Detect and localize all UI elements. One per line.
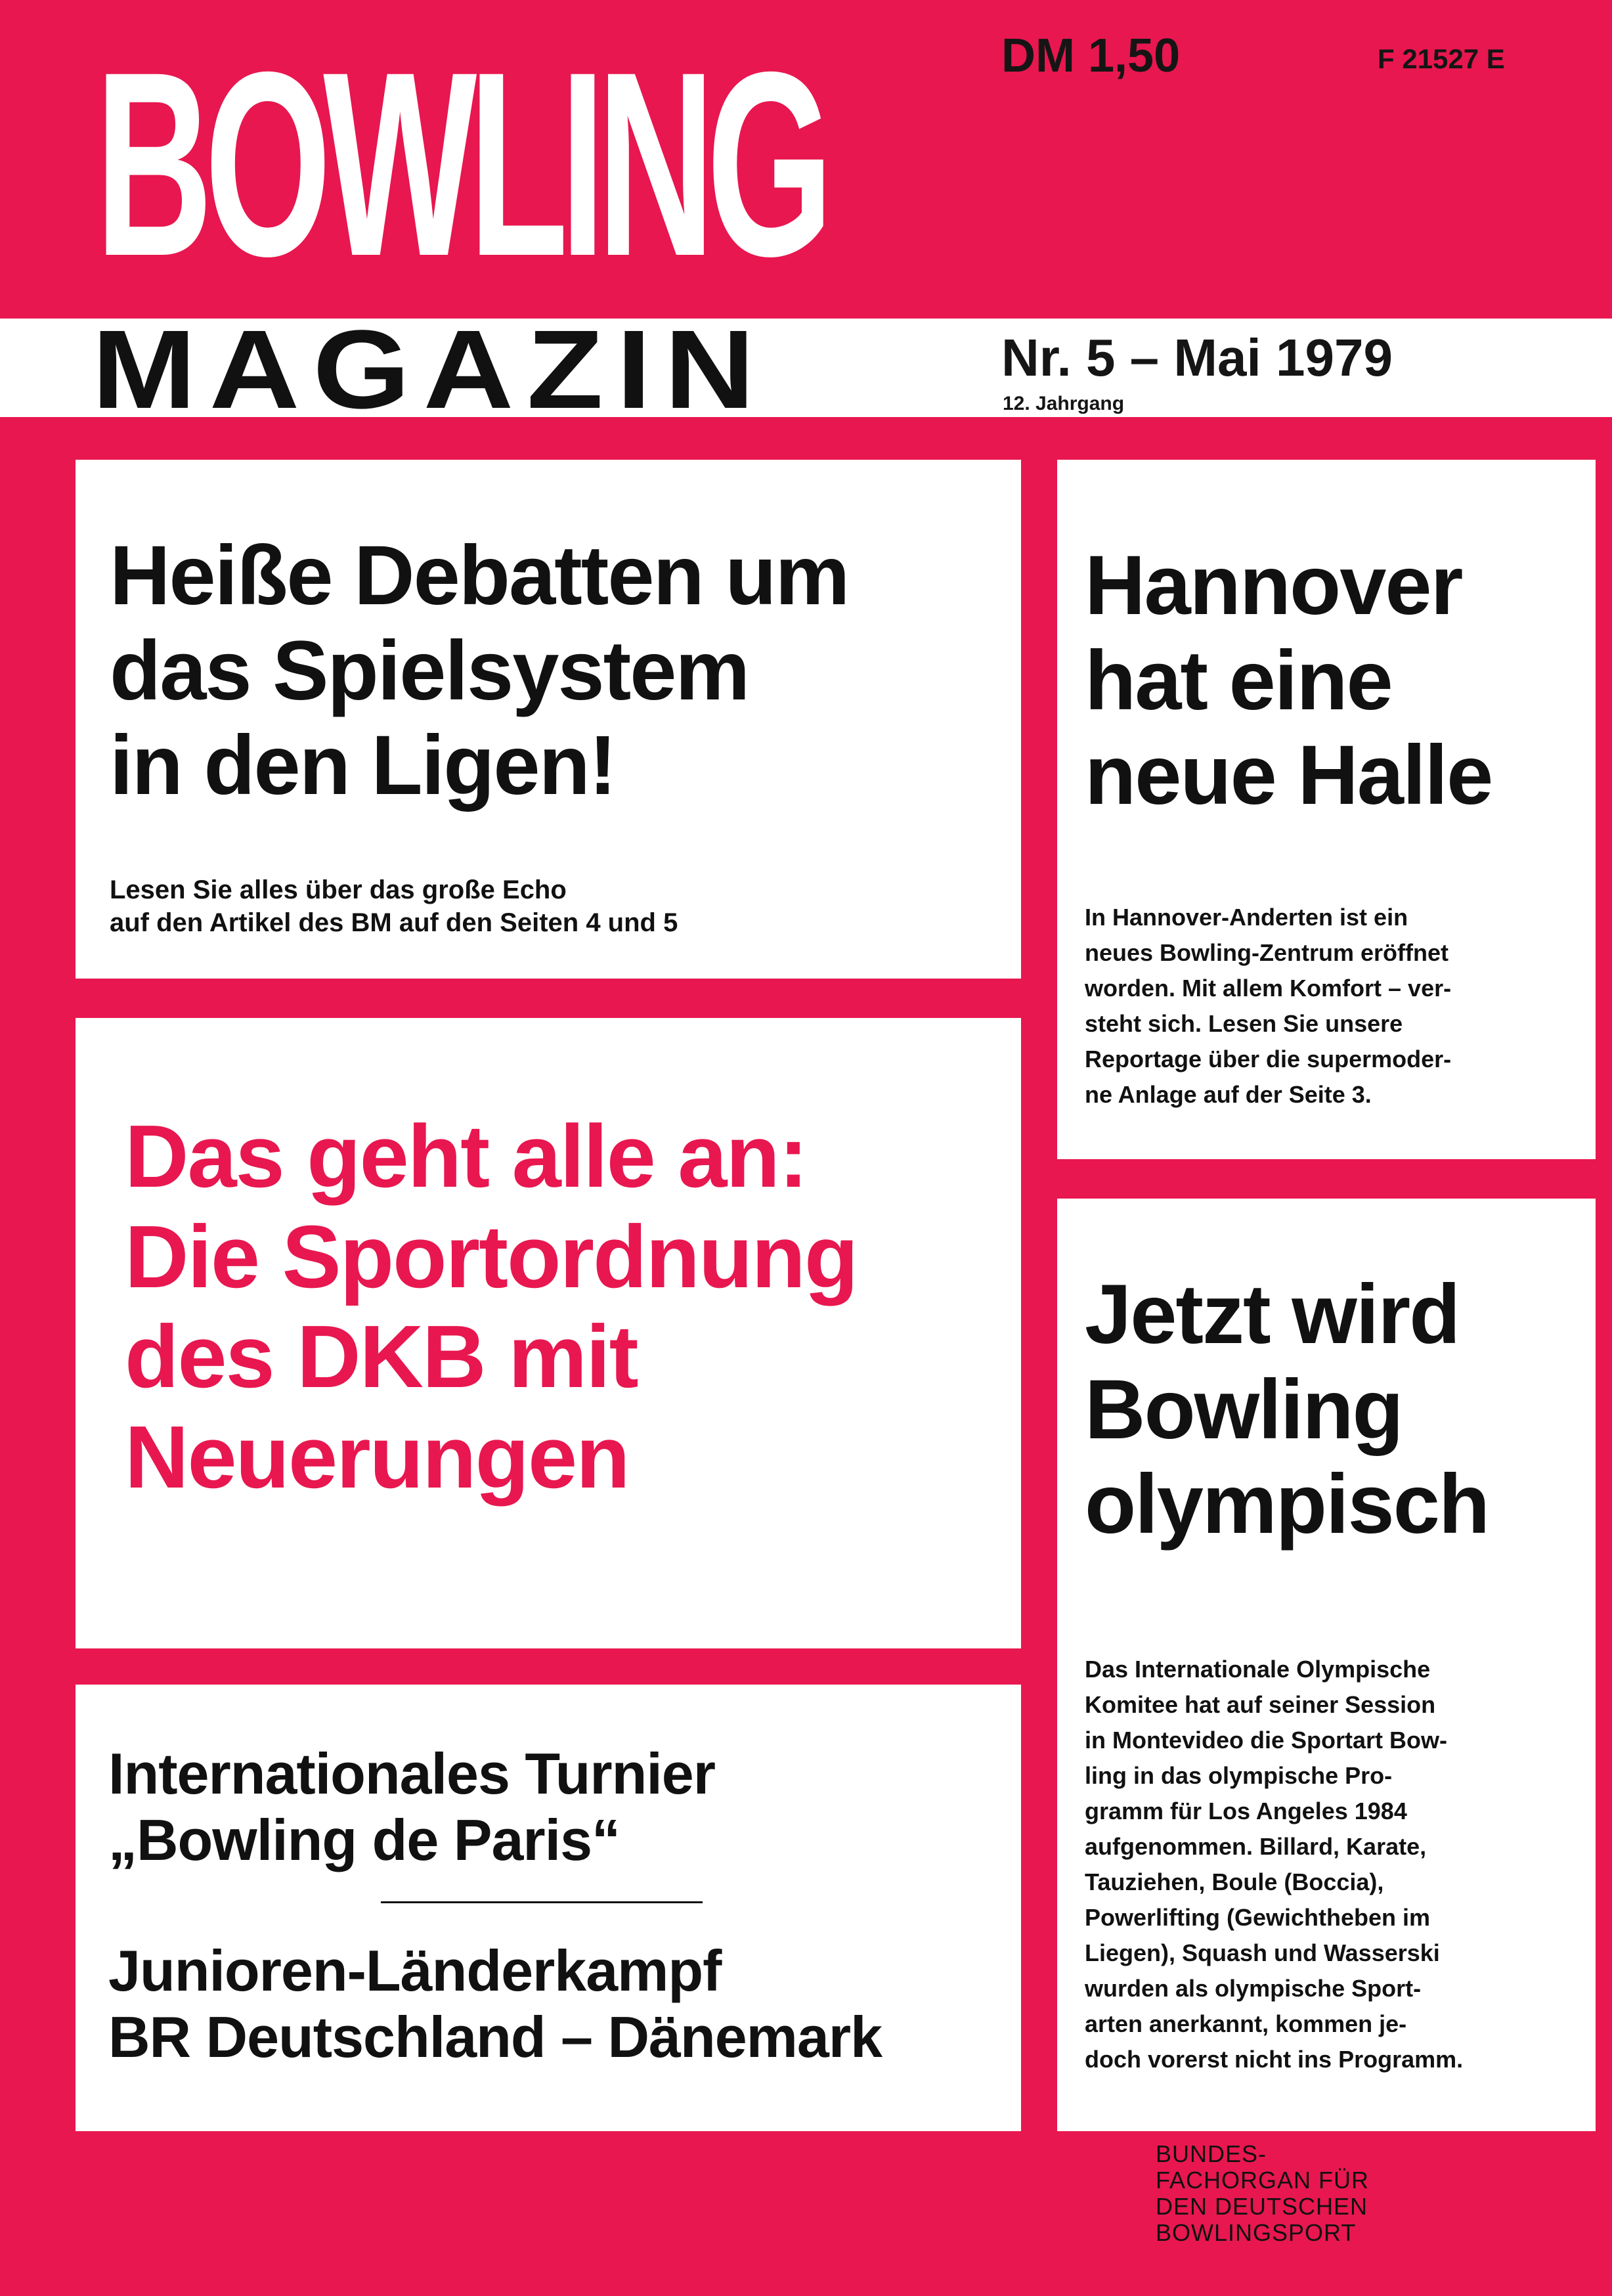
teaser-line: Powerlifting (Gewichtheben im (1085, 1904, 1431, 1931)
headline-line: „Bowling de Paris“ (108, 1807, 621, 1873)
teaser-line: worden. Mit allem Komfort – ver- (1085, 975, 1452, 1002)
teaser-line: arten anerkannt, kommen je- (1085, 2010, 1407, 2037)
headline-line: Die Sportordnung (125, 1206, 858, 1306)
headline-line: Bowling (1085, 1362, 1403, 1457)
headline-line: olympisch (1085, 1457, 1489, 1552)
teaser-line: aufgenommen. Billard, Karate, (1085, 1833, 1427, 1860)
magazine-subtitle: MAGAZIN (92, 307, 768, 432)
article-teaser (1085, 1652, 1564, 2077)
teaser-line: Tauziehen, Boule (Boccia), (1085, 1868, 1384, 1895)
teaser-line: Reportage über die supermoder- (1085, 1046, 1452, 1072)
price: DM 1,50 (1001, 30, 1181, 82)
teaser-line: Das Internationale Olympische (1085, 1656, 1431, 1683)
headline-line: Jetzt wird (1085, 1268, 1460, 1361)
article-headline (1085, 539, 1584, 824)
teaser-line: Komitee hat auf seiner Session (1085, 1691, 1436, 1718)
teaser-line: gramm für Los Angeles 1984 (1085, 1798, 1407, 1824)
article-headline (1085, 1268, 1584, 1553)
section-divider (381, 1901, 703, 1903)
publisher-line: BOWLINGSPORT (1156, 2219, 1357, 2246)
article-panel-olympisch[interactable] (1057, 1199, 1596, 2131)
article-panel-sportordnung[interactable] (76, 1018, 1021, 1648)
headline-line: das Spielsystem (110, 623, 749, 718)
article-headline (108, 1937, 1014, 2070)
headline-line: Junioren-Länderkampf (108, 1938, 722, 2003)
headline-line: in den Ligen! (110, 718, 616, 813)
teaser-line: steht sich. Lesen Sie unsere (1085, 1010, 1403, 1037)
teaser-line: auf den Artikel des BM auf den Seiten 4 und 5 (110, 908, 678, 937)
article-headline (108, 1740, 1014, 1873)
headline-line: Das geht alle an: (125, 1107, 807, 1206)
headline-line: des DKB mit (125, 1307, 638, 1407)
teaser-line: Lesen Sie alles über das große Echo (110, 875, 567, 904)
teaser-line: neues Bowling-Zentrum eröffnet (1085, 939, 1449, 966)
issue-number: Nr. 5 – Mai 1979 (1001, 328, 1393, 387)
postal-code: F 21527 E (1378, 43, 1505, 74)
article-panel-hannover[interactable] (1057, 460, 1596, 1159)
publisher-line: BUNDES- (1156, 2140, 1267, 2167)
headline-line: Neuerungen (125, 1407, 629, 1507)
publisher-line: FACHORGAN FÜR (1156, 2167, 1370, 2194)
article-headline (125, 1107, 1011, 1507)
teaser-line: in Montevideo die Sportart Bow- (1085, 1727, 1448, 1754)
teaser-line: wurden als olympische Sport- (1085, 1975, 1422, 2002)
headline-line: Internationales Turnier (108, 1741, 715, 1806)
publisher-line: DEN DEUTSCHEN (1156, 2193, 1368, 2220)
teaser-line: doch vorerst nicht ins Programm. (1085, 2046, 1464, 2073)
article-teaser (1085, 900, 1564, 1113)
teaser-line: ling in das olympische Pro- (1085, 1762, 1393, 1789)
headline-line: hat eine (1085, 633, 1392, 728)
article-panel-debatten[interactable] (76, 460, 1021, 979)
teaser-line: In Hannover-Anderten ist ein (1085, 904, 1408, 931)
headline-line: Hannover (1085, 539, 1462, 632)
article-headline (110, 529, 1016, 814)
volume-year: 12. Jahrgang (1003, 393, 1125, 414)
headline-line: BR Deutschland – Dänemark (108, 2004, 882, 2070)
teaser-line: ne Anlage auf der Seite 3. (1085, 1081, 1372, 1108)
article-panel-turnier[interactable] (76, 1685, 1021, 2131)
publisher-note (1156, 2141, 1369, 2246)
teaser-line: Liegen), Squash und Wasserski (1085, 1939, 1440, 1966)
article-teaser (110, 873, 963, 939)
headline-line: neue Halle (1085, 728, 1492, 823)
headline-line: Heiße Debatten um (110, 529, 849, 623)
magazine-logo: BOWLING (95, 17, 825, 311)
